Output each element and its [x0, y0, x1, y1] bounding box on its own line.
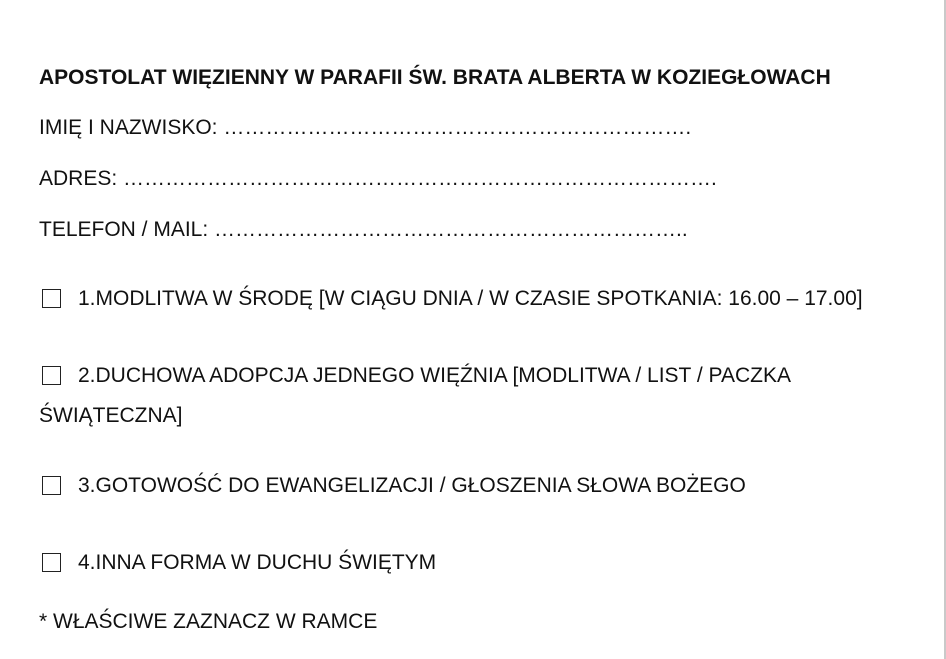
option-other-label: 4.INNA FORMA W DUCHU ŚWIĘTYM: [78, 551, 437, 574]
checkbox-adoption[interactable]: [42, 366, 61, 385]
option-prayer-label: 1.MODLITWA W ŚRODĘ [W CIĄGU DNIA / W CZASIE SPOTKANIA: 16.00 – 17.00]: [78, 287, 863, 310]
option-evangelization-label: 3.GOTOWOŚĆ DO EWANGELIZACJI / GŁOSZENIA SŁOWA BOŻEGO: [78, 474, 746, 497]
name-field: IMIĘ I NAZWISKO: ………………………………………………………….: [39, 116, 692, 139]
option-adoption-label-line1: 2.DUCHOWA ADOPCJA JEDNEGO WIĘŹNIA [MODLITWA / LIST / PACZKA: [78, 364, 791, 387]
document-title: APOSTOLAT WIĘZIENNY W PARAFII ŚW. BRATA ALBERTA W KOZIEGŁOWACH: [39, 66, 831, 89]
option-other: [39, 550, 436, 576]
checkbox-prayer[interactable]: [42, 289, 61, 308]
contact-field: TELEFON / MAIL: …………………………………………………………..: [39, 218, 688, 241]
footnote: * WŁAŚCIWE ZAZNACZ W RAMCE: [39, 610, 378, 633]
option-prayer: [39, 286, 863, 312]
option-evangelization: [39, 473, 746, 499]
checkbox-other[interactable]: [42, 553, 61, 572]
address-field: ADRES: ………………………………………………………………………….: [39, 167, 717, 190]
option-adoption-label-line2: ŚWIĄTECZNA]: [39, 404, 183, 427]
checkbox-evangelization[interactable]: [42, 476, 61, 495]
option-adoption: [39, 363, 791, 389]
